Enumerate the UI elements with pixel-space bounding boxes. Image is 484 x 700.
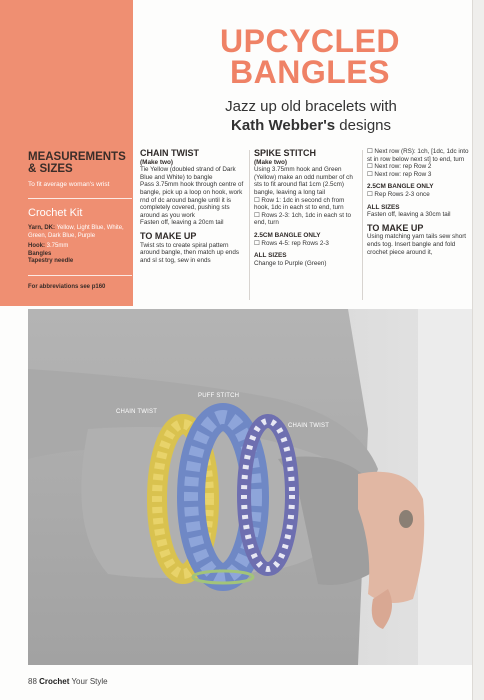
section-subheading: ALL SIZES [254, 252, 287, 260]
pattern-row: ☐ Next row (RS): 1ch, [1dc, 1dc into st in row below next st] to end, turn [367, 148, 469, 163]
instruction-text: Using matching yarn tails sew short ends tog. Insert bangle and fold crochet piece around it, [367, 233, 467, 256]
label-chain-twist-right: CHAIN TWIST [288, 423, 330, 429]
pattern-row: ☐ Next row: rep Row 2 [367, 163, 432, 171]
hook-value: 3.75mm [45, 243, 69, 249]
instruction-text: Pass 3.75mm hook through centre of bangle, pick up a loop on hook, work rnd of dc around bangle until it is completely covered, pushing sts around as you work [140, 181, 244, 219]
pattern-row: ☐ Row 1: 1dc in second ch from hook, 1dc in each st to end, turn [254, 196, 345, 212]
section-heading: CHAIN TWIST [140, 148, 199, 158]
tools-info [28, 243, 73, 266]
bangles-photo [28, 309, 472, 665]
magazine-name-rest: Your Style [69, 677, 108, 686]
divider [28, 198, 132, 199]
pattern-row: ☐ Rows 2-3: 1ch, 1dc in each st to end, turn [254, 211, 351, 227]
section-subheading: (Make two) [254, 158, 288, 166]
pattern-row: ☐ Rep Rows 2-3 once [367, 190, 430, 198]
measurements-text: To fit average woman's wrist [28, 181, 110, 188]
instruction-text: Fasten off, leaving a 30cm tail [367, 211, 451, 219]
column-continued [367, 148, 473, 256]
title-line-2: BANGLES [230, 54, 390, 90]
column-divider [249, 150, 250, 300]
column-spike-stitch [254, 150, 360, 267]
instruction-text: Fasten off, leaving a 20cm tail [140, 219, 224, 227]
section-heading: SPIKE STITCH [254, 148, 317, 158]
yarn-info [28, 224, 132, 240]
section-subheading: ALL SIZES [367, 203, 400, 211]
abbreviations-note: For abbreviations see p160 [28, 284, 106, 290]
section-heading: TO MAKE UP [367, 222, 424, 233]
measurements-heading: MEASUREMENTS & SIZES [28, 151, 126, 175]
pattern-row: ☐ Rows 4-5: rep Rows 2-3 [254, 239, 329, 247]
section-subheading: 2.5CM BANGLE ONLY [367, 183, 434, 191]
column-chain-twist [140, 150, 245, 264]
needle-item: Tapestry needle [28, 258, 74, 264]
title-line-1: UPCYCLED [220, 23, 401, 59]
page-edge [472, 0, 484, 700]
subtitle-line-1: Jazz up old bracelets with [225, 98, 397, 115]
instruction-text: Using 3.75mm hook and Green (Yellow) make an odd number of ch sts to fit around flat 1cm (2.5cm) bangle, leaving a long tail [254, 166, 353, 196]
photo-illustration [28, 309, 472, 665]
yarn-value: Yellow, Light Blue, White, Green, Dark Blue, Purple [28, 225, 124, 239]
instruction-text: Twist sts to create spiral pattern around bangle, then match up ends and sl st tog, sew in ends [140, 241, 240, 264]
crochet-kit-heading: Crochet Kit [28, 207, 83, 219]
section-subheading: 2.5CM BANGLE ONLY [254, 231, 321, 239]
article-title [220, 23, 401, 90]
section-subheading: (Make two) [140, 158, 174, 166]
label-chain-twist-left: CHAIN TWIST [116, 409, 158, 415]
article-subtitle [206, 97, 416, 135]
yarn-label: Yarn, DK: [28, 225, 56, 231]
magazine-name: Crochet [39, 677, 70, 686]
page-footer [28, 677, 108, 686]
instruction-text: Change to Purple (Green) [254, 259, 327, 267]
author-name: Kath Webber's [230, 117, 336, 134]
instruction-text: Tie Yellow (doubled strand of Dark Blue and White) to bangle [140, 166, 236, 181]
divider [28, 275, 132, 276]
page-number: 88 [28, 677, 37, 686]
section-heading: TO MAKE UP [140, 230, 197, 241]
column-divider [362, 150, 363, 300]
subtitle-line-2: designs [335, 117, 392, 134]
sidebar-accent-block [0, 0, 133, 144]
bangles-item: Bangles [28, 250, 52, 257]
label-puff-stitch: PUFF STITCH [198, 393, 240, 399]
pattern-row: ☐ Next row: rep Row 3 [367, 170, 432, 178]
hook-label: Hook: [28, 243, 45, 249]
